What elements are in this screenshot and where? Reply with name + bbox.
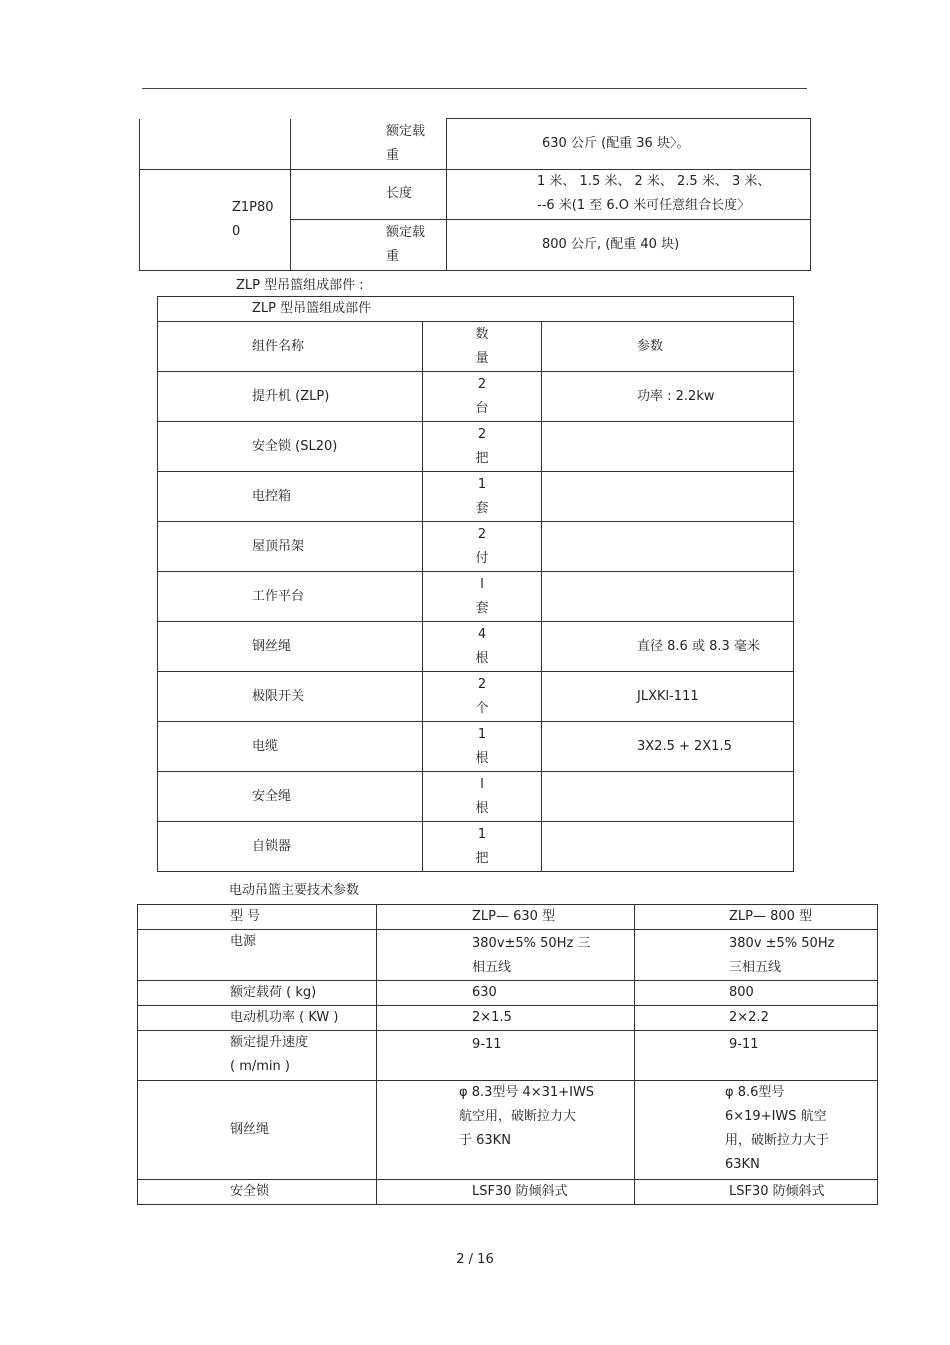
component-param (542, 422, 794, 472)
table-header-row (158, 322, 794, 372)
tech-value-a: 2×1.5 (377, 1006, 635, 1031)
header-param: 参数 (542, 322, 794, 372)
page-number: 2 / 16 (456, 1252, 494, 1267)
tech-value-a: LSF30 防倾斜式 (377, 1180, 635, 1205)
components-table-title: ZLP 型吊篮组成部件 (158, 297, 794, 322)
component-name: 极限开关 (158, 672, 423, 722)
table-header-row (138, 905, 878, 930)
tech-table (137, 904, 878, 1205)
component-name: 屋顶吊架 (158, 522, 423, 572)
component-param (542, 472, 794, 522)
component-name: 电控箱 (158, 472, 423, 522)
components-table (157, 296, 794, 872)
table-row (138, 930, 878, 981)
table-row (158, 522, 794, 572)
tech-header-label: 型 号 (138, 905, 377, 930)
tech-value-b: 380v ±5% 50Hz 三相五线 (635, 930, 878, 981)
component-qty: 2 付 (423, 522, 542, 572)
spec-item-cell: 长度 (291, 169, 447, 219)
table-row (158, 822, 794, 872)
table-row (140, 119, 811, 170)
tech-label: 电动机功率 ( KW ) (138, 1006, 377, 1031)
component-param: 直径 8.6 或 8.3 毫米 (542, 622, 794, 672)
tech-value-a: 630 (377, 981, 635, 1006)
table-title-row (158, 297, 794, 322)
tech-label: 额定载荷 ( kg) (138, 981, 377, 1006)
component-param (542, 822, 794, 872)
tech-value-a: 380v±5% 50Hz 三 相五线 (377, 930, 635, 981)
tech-value-b: 2×2.2 (635, 1006, 878, 1031)
tech-caption: 电动吊篮主要技术参数 (229, 883, 360, 898)
component-qty: 2 把 (423, 422, 542, 472)
component-name: 自锁器 (158, 822, 423, 872)
tech-label: 钢丝绳 (138, 1081, 377, 1180)
component-param (542, 572, 794, 622)
tech-value-b: 800 (635, 981, 878, 1006)
table-row (158, 772, 794, 822)
component-param (542, 772, 794, 822)
component-name: 安全绳 (158, 772, 423, 822)
table-row (158, 472, 794, 522)
tech-value-a: 9-11 (377, 1031, 635, 1081)
component-param: 功率 : 2.2kw (542, 372, 794, 422)
component-param (542, 522, 794, 572)
tech-value-b: φ 8.6型号 6×19+IWS 航空 用，破断拉力大于 63KN (635, 1081, 878, 1180)
component-name: 提升机 (ZLP) (158, 372, 423, 422)
tech-label: 额定提升速度 ( m/min ) (138, 1031, 377, 1081)
components-caption: ZLP 型吊篮组成部件 : (236, 278, 364, 293)
component-name: 工作平台 (158, 572, 423, 622)
spec-value-cell: 630 公斤 (配重 36 块〉。 (447, 119, 811, 170)
table-row (138, 1006, 878, 1031)
spec-value-cell: 800 公斤, (配重 40 块) (447, 219, 811, 270)
table-row (138, 1180, 878, 1205)
table-row (158, 422, 794, 472)
tech-header-b: ZLP— 800 型 (635, 905, 878, 930)
spec-item-cell: 额定载 重 (291, 119, 447, 170)
component-qty: 1 套 (423, 472, 542, 522)
component-name: 钢丝绳 (158, 622, 423, 672)
table-row (158, 572, 794, 622)
table-row (158, 672, 794, 722)
component-qty: 2 台 (423, 372, 542, 422)
component-name: 电缆 (158, 722, 423, 772)
component-qty: l 根 (423, 772, 542, 822)
component-qty: 2 个 (423, 672, 542, 722)
table-row (158, 622, 794, 672)
spec-value-cell: 1 米、 1.5 米、 2 米、 2.5 米、 3 米、 --6 米(1 至 6.O 米可任意组合长度〉 (447, 169, 811, 219)
component-param: 3X2.5 + 2X1.5 (542, 722, 794, 772)
table-row (138, 1031, 878, 1081)
component-qty: 4 根 (423, 622, 542, 672)
header-qty: 数 量 (423, 322, 542, 372)
tech-value-a: φ 8.3型号 4×31+IWS 航空用，破断拉力大 于 63KN (377, 1081, 635, 1180)
tech-value-b: 9-11 (635, 1031, 878, 1081)
component-qty: 1 根 (423, 722, 542, 772)
component-qty: 1 把 (423, 822, 542, 872)
tech-label: 安全锁 (138, 1180, 377, 1205)
tech-label: 电源 (138, 930, 377, 981)
spec-table (139, 118, 811, 271)
table-row (138, 981, 878, 1006)
header-name: 组件名称 (158, 322, 423, 372)
spec-item-cell: 额定载 重 (291, 219, 447, 270)
table-row (138, 1081, 878, 1180)
component-name: 安全锁 (SL20) (158, 422, 423, 472)
table-row (158, 372, 794, 422)
header-rule (142, 88, 807, 89)
tech-value-b: LSF30 防倾斜式 (635, 1180, 878, 1205)
tech-header-a: ZLP— 630 型 (377, 905, 635, 930)
spec-model-cell: Z1P80 0 (140, 169, 291, 270)
component-param: JLXKl-111 (542, 672, 794, 722)
table-row (158, 722, 794, 772)
spec-model-cell (140, 119, 291, 170)
table-row (140, 169, 811, 219)
component-qty: l 套 (423, 572, 542, 622)
